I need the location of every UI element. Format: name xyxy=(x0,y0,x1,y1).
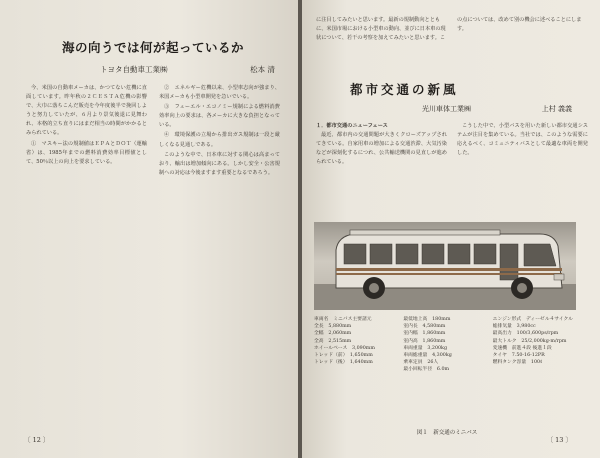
spec-row: 燃料タンク容量 100ℓ xyxy=(492,360,543,366)
paragraph: ④ 環境保護の立場から排出ガス規制は一段と厳しくなる見通しである。 xyxy=(159,132,280,148)
page-number: 〔 13 〕 xyxy=(546,436,572,444)
paragraph: 最近、都市内の交通問題が大きくクローズアップされてきている。自家用車の増加による交通渋滞、大気汚染などが深刻化するにつれ、公共輸送機関の見直しが進められている。 xyxy=(316,132,447,165)
minibus-photo xyxy=(314,222,576,310)
minibus-illustration xyxy=(314,222,576,310)
article-title: 海の向うでは何が起っているか xyxy=(62,40,245,55)
article-title: 都市交通の新風 xyxy=(350,82,459,97)
paragraph: ② エネルギー危機以来、小型車志向が強まり、米国メーカも小型車開発を急いでいる。 xyxy=(159,85,280,101)
spec-row: 車両総重量 4,300kg xyxy=(403,353,452,359)
spec-column xyxy=(314,316,397,426)
author-name: 上村 義義 xyxy=(541,105,572,113)
paragraph: 今、米国の自動車メーカは、かつてない危機に直面しています。昨年秋の２ＣＥＳＴＡ危機の影響で、大巾に落ちこんだ販売を今年度後半で挽回しようと努力していたが、６月より景気後退に見舞われ、本格的立ち直りにはまだ相当の時間がかかるとみられている。 xyxy=(26,85,147,137)
spec-row: 車両重量 3,200kg xyxy=(403,345,448,351)
spec-row: トレッド（後） 1,640mm xyxy=(314,360,373,366)
page-number: 〔 12 〕 xyxy=(24,436,50,444)
spec-row: 最小回転半径 6.0m xyxy=(403,367,450,373)
byline xyxy=(422,104,572,114)
spec-row: 最大トルク 25/2,000kg-m/rpm xyxy=(492,338,567,344)
spec-row: 最高出力 100/3,600ps/rpm xyxy=(492,331,559,337)
spec-row: 全高 2,515mm xyxy=(314,338,352,344)
spec-row: 室内幅 1,860mm xyxy=(403,331,446,337)
figure-caption: 図１ 新交通のミニバス xyxy=(416,430,478,436)
spec-row: 車両名 ミニバス主要諸元 xyxy=(314,317,372,322)
byline xyxy=(100,64,275,75)
spec-row: 室内高 1,860mm xyxy=(403,338,446,344)
left-page xyxy=(0,0,298,458)
continued-text: に注目してみたいと思います。最新の規制動向とともに、米国市場における小型車の動向、並びに日本車の現状について、若干の考察を加えてみたいと思います。この点については、改めて別の機会に述べることにします。 xyxy=(316,17,582,41)
paragraph: ① マスキー法の規制値はＥＰＡとＤＯＴ（運輸省）は、1985年までの燃料消費効率目標値として、50％以上の向上を要求している。 xyxy=(26,140,147,165)
article-body xyxy=(316,122,588,214)
spec-column xyxy=(403,316,486,426)
affiliation: 光川車体工業㈱ xyxy=(422,105,471,113)
spec-row: 総排気量 3,980cc xyxy=(492,324,536,330)
paragraph: こうした中で、小型バスを用いた新しい都市交通システムが注目を集めている。当社では、このような需要に応えるべく、コミュニティバスとして最適な車両を開発した。 xyxy=(457,123,588,156)
spec-row: 最低地上高 180mm xyxy=(403,317,451,322)
spec-row: 室内長 4,580mm xyxy=(403,324,446,330)
right-page xyxy=(302,0,600,458)
spec-row: トレッド（前） 1,650mm xyxy=(314,353,373,359)
spec-row: 全幅 2,060mm xyxy=(314,331,352,337)
spec-row: 全長 5,880mm xyxy=(314,324,352,330)
paragraph: ③ フューエル・エコノミー規制による燃料消費効率向上の要求は、各メーカに大きな負担となっている。 xyxy=(159,104,280,129)
section-heading: １．都市交通のニューフェース xyxy=(316,123,388,129)
paragraph: このような中で、日本車に対する関心は高まっており、輸出は増加傾向にある。しかし安全・公害規制への対応は今後ますます重要となるであろう。 xyxy=(159,151,280,176)
spec-row: ホイールベース 3,090mm xyxy=(314,345,375,351)
affiliation: トヨタ自動車工業㈱ xyxy=(100,65,168,74)
spec-table xyxy=(314,316,576,426)
spec-row: 変速機 前進４段 後進１段 xyxy=(492,345,552,351)
spec-row: エンジン形式 ディーゼル４サイクル xyxy=(492,317,573,322)
article-body xyxy=(26,84,280,414)
author-name: 松本 清 xyxy=(250,65,275,74)
spec-row: 乗車定員 26人 xyxy=(403,360,439,366)
spec-row: タイヤ 7.50-16-12PR xyxy=(492,353,545,359)
spec-column xyxy=(493,316,576,426)
